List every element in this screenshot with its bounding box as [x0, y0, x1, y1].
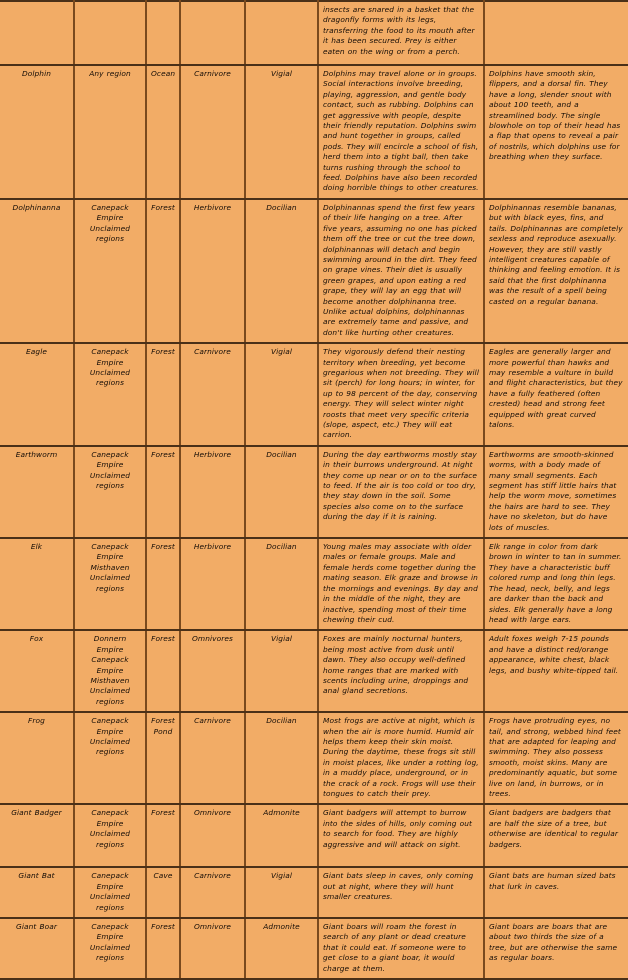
table-row — [0, 65, 628, 199]
cell-text: Vigial — [270, 871, 293, 881]
cell-text: Giant boars are boars that are about two thirds the size of a tree, but are otherwise the same as regular boars. — [489, 922, 618, 963]
cell-name — [0, 199, 74, 343]
cell-text: Most frogs are active at night, which is when the air is more humid. Humid air helps them keep their skin moist. During the daytime, these frogs sit still in moist places, like under a rotting log, in a muddy place, underground, or in the crack of a rock. Frogs will use their tongues to catch their prey. — [323, 716, 479, 798]
cell-text: Young males may associate with older males or female groups. Male and female herds come together during the mating season. Elk graze and browse in the mornings and evenings. By day and in the middle of the night, they are inactive, spending most of their time chewing their cud. — [323, 542, 478, 624]
cell-text: Elk — [30, 542, 43, 552]
cell-line: Unclaimed regions — [89, 686, 134, 706]
cell-line: Unclaimed regions — [89, 367, 134, 388]
cell-line: Misthaven — [90, 675, 130, 685]
cell-text: Forest — [151, 542, 175, 552]
cell-diet — [180, 804, 245, 867]
cell-text: Forest — [151, 922, 175, 932]
cell-diet — [180, 712, 245, 804]
cell-region — [74, 804, 146, 867]
cell-text: Giant boars will roam the forest in search of any plant or dead creature that it could eat. If someone were to get close to a giant boar, it would charge at them. — [323, 922, 466, 973]
cell-region — [74, 867, 146, 918]
table-row — [0, 804, 628, 867]
cell-line: Canepack Empire — [91, 202, 132, 223]
cell-habitat — [146, 804, 180, 867]
cell-line: Pond — [153, 726, 173, 736]
cell-text: Carnivore — [194, 871, 231, 881]
cell-text — [79, 716, 141, 758]
cell-text: They vigorously defend their nesting territory when breeding, yet become gregarious when not breeding. They will sit (perch) for long hours; in winter, for up to 98 percent of the day, conserving energy. They will select winter night roosts that meet very specific criteria (slope, aspect, etc.) They will eat carrion. — [323, 347, 479, 440]
cell-name — [0, 867, 74, 918]
cell-text: Docilian — [266, 449, 297, 459]
cell-diet — [180, 343, 245, 446]
cell-text: Vigial — [270, 347, 293, 357]
cell-line: Unclaimed regions — [89, 736, 134, 757]
cell-text: insects are snared in a basket that the dragonfly forms with its legs, transferring the food to its mouth after it has been secured. Prey is either eaten on the wing or from a perch. — [323, 5, 475, 56]
cell-temperament — [245, 630, 318, 712]
cell-behavior — [318, 630, 484, 712]
cell-temperament — [245, 446, 318, 538]
table-row — [0, 712, 628, 804]
cell-behavior — [318, 867, 484, 918]
cell-region — [74, 712, 146, 804]
cell-text: Herbivore — [193, 542, 232, 552]
cell-text — [79, 922, 141, 964]
cell-region — [74, 918, 146, 979]
table-row — [0, 867, 628, 918]
cell-region — [74, 630, 146, 712]
cell-name — [0, 918, 74, 979]
cell-name — [0, 343, 74, 446]
cell-behavior — [318, 343, 484, 446]
cell-behavior — [318, 538, 484, 630]
cell-diet — [180, 867, 245, 918]
cell-diet — [180, 538, 245, 630]
cell-text: Giant badgers are badgers that are half the size of a tree, but otherwise are identical to regular badgers. — [489, 808, 619, 849]
cell-behavior — [318, 65, 484, 199]
cell-text: Docilian — [266, 542, 297, 552]
cell-text: Carnivore — [194, 69, 231, 78]
cell-line: Forest — [151, 716, 175, 726]
cell-text — [79, 347, 141, 389]
cell-diet — [180, 446, 245, 538]
cell-name — [0, 1, 74, 65]
cell-name — [0, 804, 74, 867]
cell-line: Canepack Empire — [91, 347, 132, 367]
cell-text — [79, 808, 141, 850]
cell-habitat — [146, 199, 180, 343]
cell-line: Unclaimed regions — [89, 573, 134, 593]
cell-line: Canepack Empire — [91, 871, 132, 891]
cell-line: Canepack Empire — [91, 542, 132, 562]
cell-name — [0, 538, 74, 630]
cell-diet — [180, 1, 245, 65]
cell-appearance — [484, 65, 628, 199]
cell-region — [74, 343, 146, 446]
cell-behavior — [318, 918, 484, 979]
cell-text: Forest — [151, 808, 175, 818]
cell-text: Giant Bat — [18, 871, 55, 881]
cell-line: Donnern Empire — [93, 634, 130, 654]
cell-temperament — [245, 712, 318, 804]
cell-text — [79, 450, 141, 492]
cell-text: Giant bats sleep in caves, only coming out at night, where they will hunt smaller creatures. — [323, 871, 474, 902]
cell-habitat — [146, 446, 180, 538]
cell-appearance — [484, 446, 628, 538]
cell-text — [151, 716, 175, 737]
table-row — [0, 918, 628, 979]
cell-text: Docilian — [266, 716, 297, 726]
cell-temperament — [245, 918, 318, 979]
cell-temperament — [245, 538, 318, 630]
table-row — [0, 1, 628, 65]
cell-behavior — [318, 1, 484, 65]
cell-text: Earthworm — [15, 449, 58, 459]
cell-name — [0, 630, 74, 712]
cell-appearance — [484, 538, 628, 630]
cell-habitat — [146, 630, 180, 712]
cell-habitat — [146, 918, 180, 979]
cell-region — [74, 199, 146, 343]
cell-behavior — [318, 199, 484, 343]
cell-text: Giant Badger — [11, 808, 62, 818]
cell-region — [74, 446, 146, 538]
cell-text: Earthworms are smooth-skinned worms, with a body made of many small segments. Each segment has stiff little hairs that help the worm move, sometimes the hairs are hard to see. They have no skeleton, but do have lots of muscles. — [489, 449, 617, 532]
cell-text: Carnivore — [194, 347, 231, 357]
cell-text: Frogs have protruding eyes, no tail, and strong, webbed hind feet that are adapted for leaping and swimming. They also possess smooth, moist skins. Many are predominantly aquatic, but some live on land, in burrows, or in trees. — [489, 716, 621, 798]
cell-habitat — [146, 538, 180, 630]
cell-behavior — [318, 712, 484, 804]
cell-text — [79, 634, 141, 707]
cell-appearance — [484, 630, 628, 712]
cell-text — [79, 203, 141, 245]
cell-text: Dolphinannas resemble bananas, but with black eyes, fins, and tails. Dolphinannas are completely sexless and reproduce asexually. However, they are still vastly intelligent creatures capable of thinking and feeling emotion. It is said that the first dolphinanna was the result of a spell being casted on a regular banana. — [489, 202, 623, 306]
cell-line: Canepack Empire — [91, 449, 132, 470]
cell-appearance — [484, 867, 628, 918]
cell-diet — [180, 630, 245, 712]
cell-name — [0, 712, 74, 804]
cell-diet — [180, 918, 245, 979]
cell-appearance — [484, 918, 628, 979]
cell-temperament — [245, 804, 318, 867]
cell-text: Admonite — [263, 922, 300, 932]
cell-name — [0, 65, 74, 199]
cell-name — [0, 446, 74, 538]
cell-text: Eagle — [26, 347, 47, 357]
cell-text: Forest — [151, 347, 175, 357]
cell-line: Unclaimed regions — [89, 942, 134, 963]
cell-text: Omnivore — [193, 922, 232, 932]
cell-text: Dolphins may travel alone or in groups. Social interactions involve breeding, playing, aggression, and gentle body contact, such as rubbing. Dolphins can get aggressive with people, despite their friendly reputation. Dolphins swim and hunt together in groups, called pods. They will encircle a school of fish, herd them into a tight ball, then take turns rushing through the school to feed. Dolphins have also been recorded doing horrible things to other creatures. — [323, 69, 479, 193]
cell-appearance — [484, 343, 628, 446]
cell-text: Dolphins have smooth skin, flippers, and a dorsal fin. They have a long, slender snout with about 100 teeth, and a streamlined body. The single blowhole on top of their head has a flap that opens to reveal a pair of nostrils, which dolphins use for breathing when they surface. — [489, 69, 621, 162]
cell-appearance — [484, 1, 628, 65]
cell-text: Adult foxes weigh 7-15 pounds and have a distinct red/orange appearance, white chest, black legs, and bushy white-tipped tail. — [489, 634, 619, 675]
cell-appearance — [484, 804, 628, 867]
cell-temperament — [245, 65, 318, 199]
cell-text — [79, 871, 141, 913]
cell-temperament — [245, 867, 318, 918]
cell-region — [74, 1, 146, 65]
cell-diet — [180, 199, 245, 343]
cell-text: Admonite — [263, 808, 300, 818]
cell-text — [79, 542, 141, 594]
table-row — [0, 199, 628, 343]
cell-region — [74, 538, 146, 630]
cell-behavior — [318, 804, 484, 867]
cell-text: Eagles are generally larger and more powerful than hawks and may resemble a vulture in build and flight characteristics, but they have a fully feathered (often crested) head and strong feet equipped with great curved talons. — [489, 347, 623, 429]
cell-habitat — [146, 867, 180, 918]
cell-line: Canepack Empire — [91, 808, 132, 828]
cell-text: Giant badgers will attempt to burrow into the sides of hills, only coming out to search for food. They are highly aggressive and will attack on sight. — [323, 808, 473, 849]
cell-behavior — [318, 446, 484, 538]
cell-temperament — [245, 1, 318, 65]
cell-text: Cave — [153, 871, 173, 881]
cell-temperament — [245, 199, 318, 343]
cell-line: Misthaven — [90, 562, 130, 572]
cell-text: Dolphinannas spend the first few years of their life hanging on a tree. After five years, assuming no one has picked them off the tree or cut the tree down, dolphinannas will detach and begin swimming around in the dirt. They feed on grape vines. Their diet is usually green grapes, and upon eating a red grape, they will lay an egg that will become another dolphinanna tree. Unlike actual dolphins, dolphinannas are extremely tame and passive, and don't like hurting other creatures. — [323, 202, 477, 337]
cell-text: During the day earthworms mostly stay in their burrows underground. At night they come up near or on to the surface to feed. If the air is too cold or too dry, they stay down in the soil. Some species also come on to the surface during the day if it is raining. — [323, 449, 478, 522]
cell-line: Unclaimed regions — [89, 892, 134, 912]
cell-appearance — [484, 712, 628, 804]
cell-text: Any region — [89, 69, 131, 78]
cell-habitat — [146, 65, 180, 199]
cell-text: Carnivore — [194, 716, 231, 726]
cell-text: Giant bats are human sized bats that lurk in caves. — [489, 871, 616, 891]
cell-text: Forest — [151, 202, 175, 212]
cell-text: Fox — [29, 634, 44, 644]
cell-text: Docilian — [266, 202, 297, 212]
cell-text: Dolphin — [21, 69, 52, 78]
cell-line: Canepack Empire — [91, 655, 132, 675]
cell-text: Vigial — [270, 69, 293, 78]
cell-text: Frog — [28, 716, 45, 726]
bestiary-table-body — [0, 1, 628, 979]
cell-region — [74, 65, 146, 199]
cell-text: Foxes are mainly nocturnal hunters, being most active from dusk until dawn. They also occupy well-defined home ranges that are marked with scents including urine, droppings and anal gland secretions. — [323, 634, 469, 696]
cell-text: Forest — [151, 634, 175, 644]
cell-text: Ocean — [151, 69, 176, 78]
cell-text: Elk range in color from dark brown in winter to tan in summer. They have a characteristic buff colored rump and long thin legs. The head, neck, belly, and legs are darker than the back and sides. Elk generally have a long head with large ears. — [489, 542, 622, 624]
cell-line: Unclaimed regions — [89, 223, 134, 244]
table-row — [0, 630, 628, 712]
cell-text: Herbivore — [193, 202, 232, 212]
cell-diet — [180, 65, 245, 199]
cell-text: Giant Boar — [16, 922, 57, 932]
cell-text: Herbivore — [193, 449, 232, 459]
table-row — [0, 538, 628, 630]
cell-line: Canepack Empire — [91, 922, 132, 942]
cell-line: Unclaimed regions — [89, 829, 134, 849]
table-row — [0, 343, 628, 446]
cell-appearance — [484, 199, 628, 343]
cell-temperament — [245, 343, 318, 446]
cell-habitat — [146, 712, 180, 804]
cell-line: Unclaimed regions — [89, 470, 134, 491]
cell-text: Vigial — [270, 634, 293, 644]
table-row — [0, 446, 628, 538]
cell-text: Omnivore — [193, 808, 232, 818]
cell-text: Dolphinanna — [12, 202, 61, 212]
cell-text: Forest — [151, 449, 175, 459]
cell-habitat — [146, 343, 180, 446]
cell-habitat — [146, 1, 180, 65]
cell-line: Canepack Empire — [91, 716, 132, 736]
cell-text: Omnivores — [192, 634, 233, 644]
